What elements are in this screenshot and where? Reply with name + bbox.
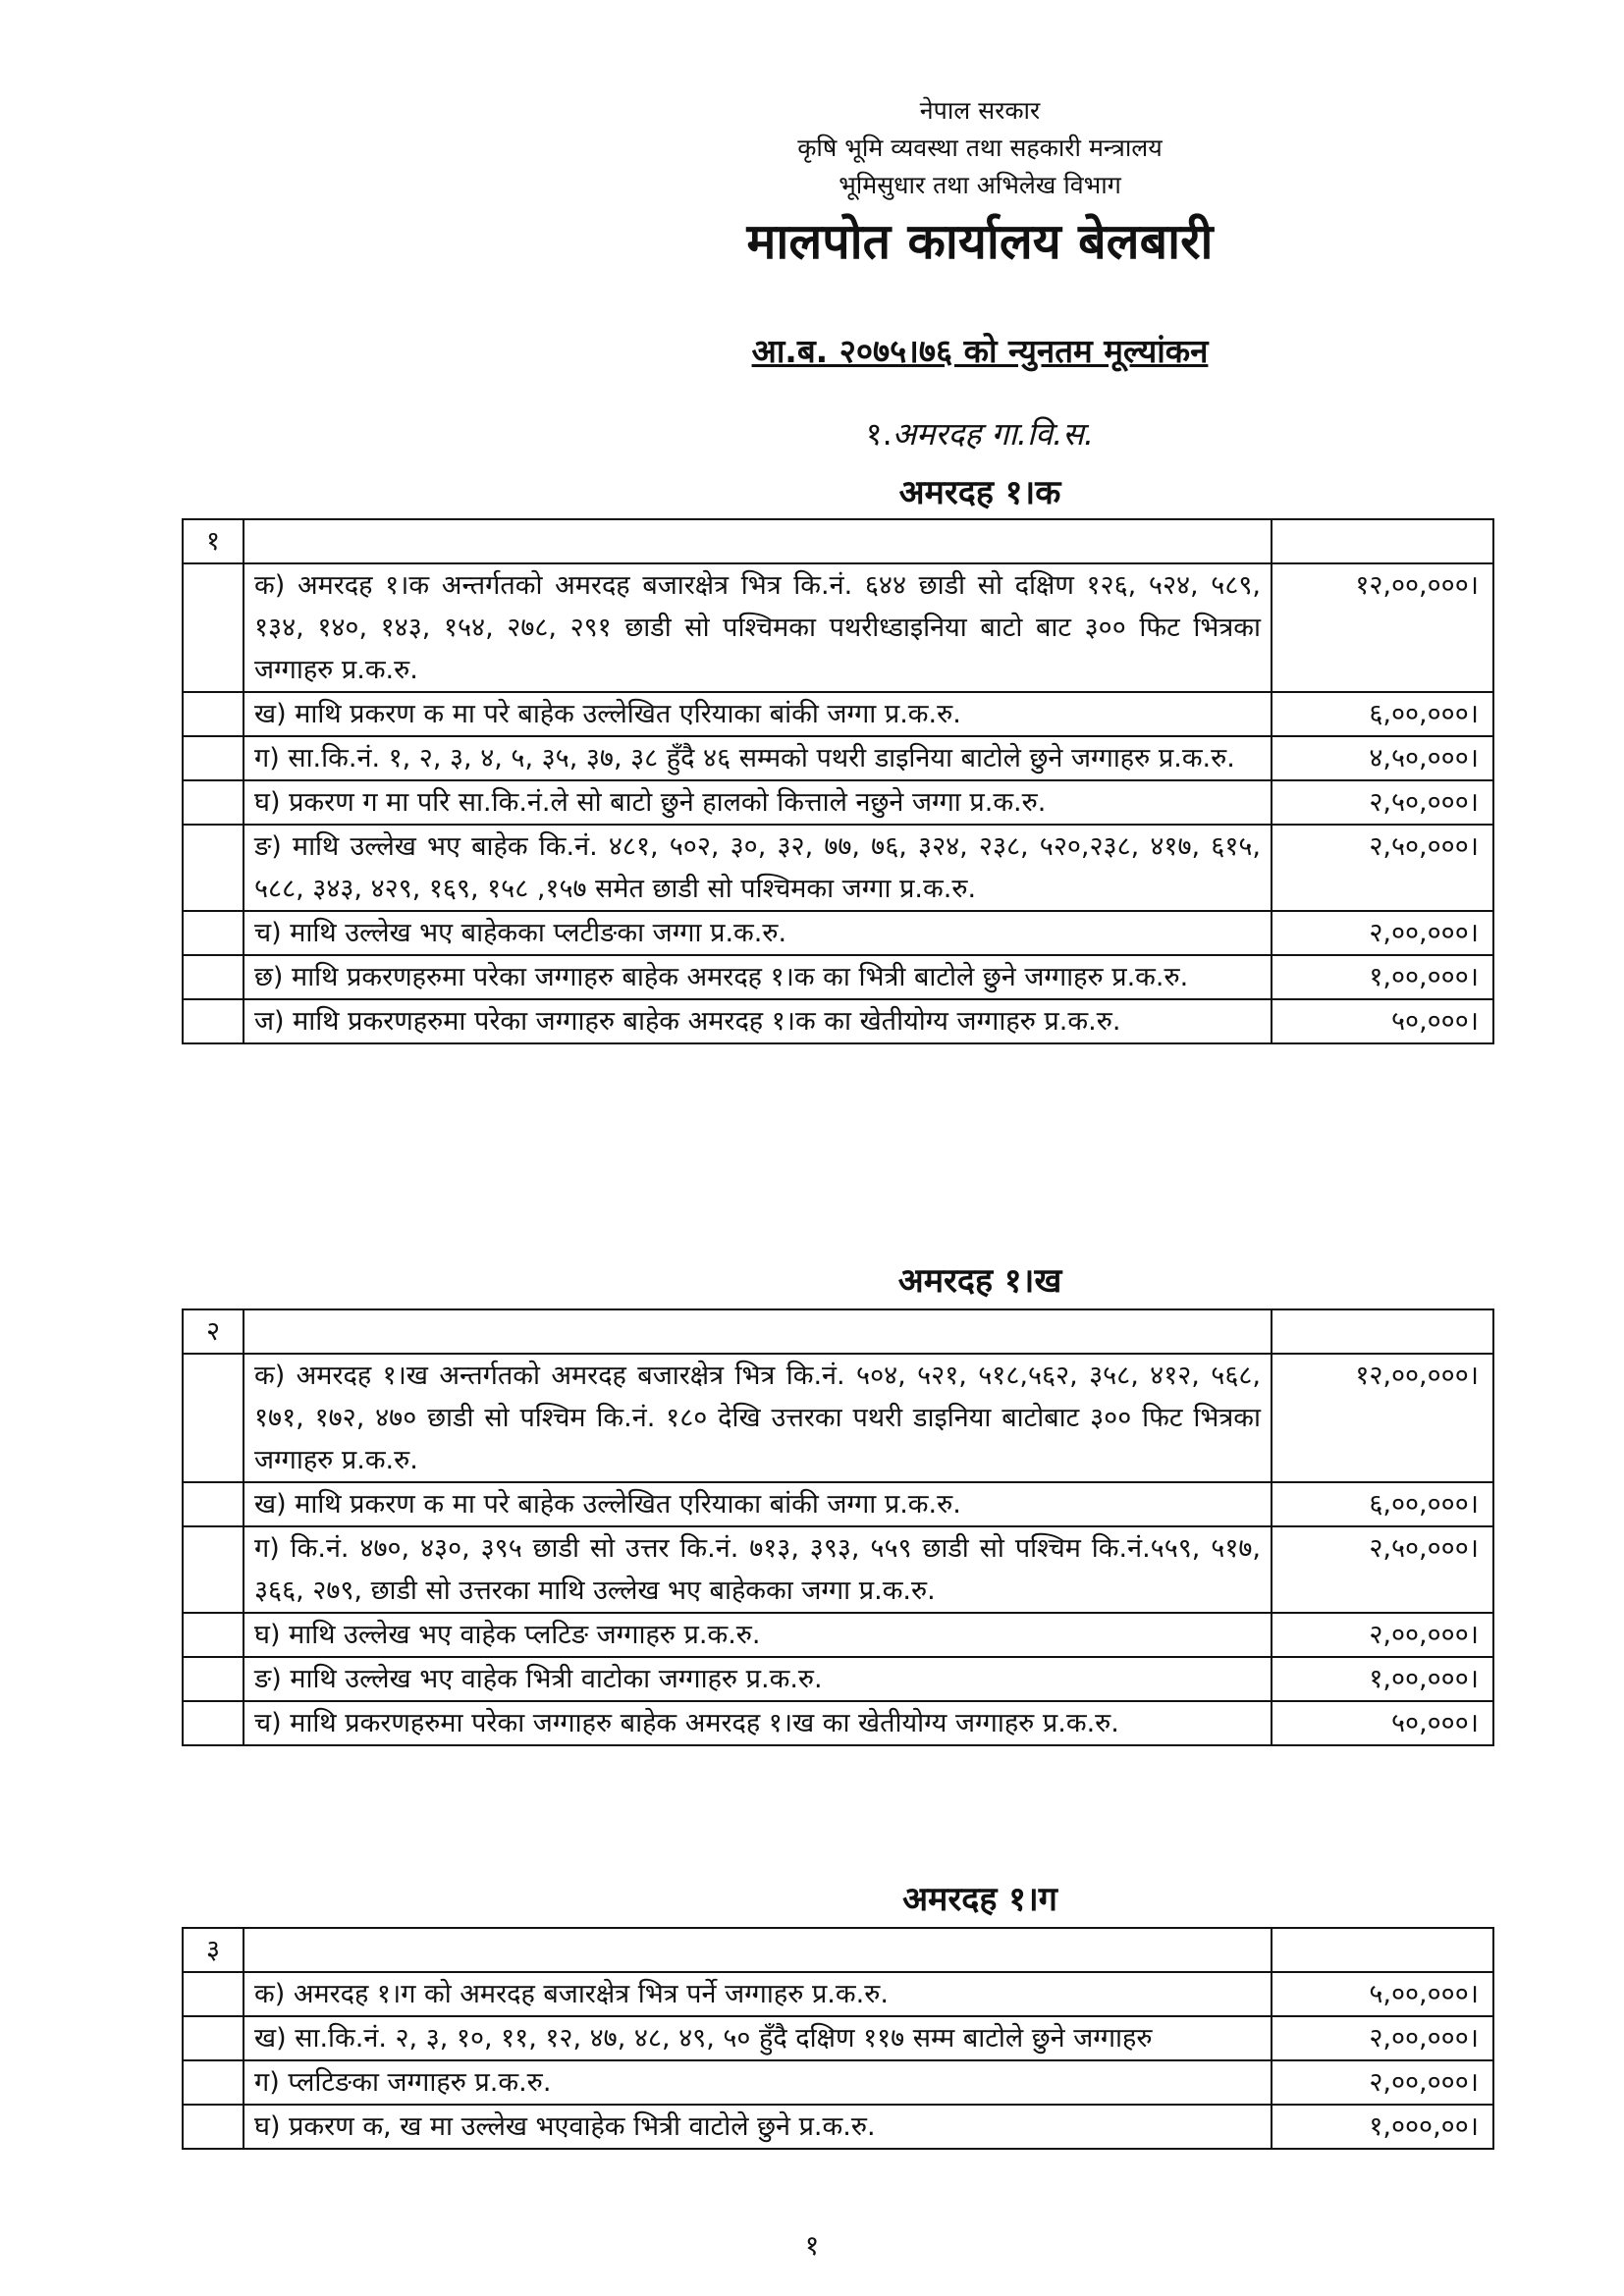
- section-number: २: [183, 1309, 244, 1354]
- table-row: [183, 1972, 1493, 2016]
- section-header-blank: [244, 1928, 1272, 1972]
- row-description: ङ) माथि उल्लेख भए वाहेक भित्री वाटोका जग्गाहरु प्र.क.रु.: [244, 1657, 1272, 1701]
- row-description: क) अमरदह १।क अन्तर्गतको अमरदह बजारक्षेत्र भित्र कि.नं. ६४४ छाडी सो दक्षिण १२६, ५२४, ५८९, १३४, १४०, १४३, १५४, २७८, २९१ छाडी सो पश्चिमका पथरीध्डाइनिया बाटो बाट ३०० फिट भित्रका जग्गाहरु प्र.क.रु.: [244, 563, 1272, 692]
- row-number-cell: [183, 955, 244, 999]
- amount-header-blank: [1272, 519, 1493, 563]
- row-amount: ५,००,०००।: [1272, 1972, 1493, 2016]
- row-description: ङ) माथि उल्लेख भए बाहेक कि.नं. ४८१, ५०२, ३०, ३२, ७७, ७६, ३२४, २३८, ५२०,२३८, ४१७, ६१५, ५८८, ३४३, ४२९, १६९, १५८ ,१५७ समेत छाडी सो पश्चिमका जग्गा प्र.क.रु.: [244, 825, 1272, 911]
- vdc-heading: [168, 412, 1624, 455]
- row-amount: २,००,०००।: [1272, 1613, 1493, 1657]
- section-title: अमरदह १।ख: [897, 1261, 1062, 1301]
- row-description: ख) माथि प्रकरण क मा परे बाहेक उल्लेखित एरियाका बांकी जग्गा प्र.क.रु.: [244, 692, 1272, 736]
- table-row: [183, 1526, 1493, 1613]
- row-description: ज) माथि प्रकरणहरुमा परेका जग्गाहरु बाहेक अमरदह १।क का खेतीयोग्य जग्गाहरु प्र.क.रु.: [244, 999, 1272, 1043]
- section-header-blank: [244, 519, 1272, 563]
- row-description: घ) प्रकरण क, ख मा उल्लेख भएवाहेक भित्री वाटोले छुने प्र.क.रु.: [244, 2105, 1272, 2149]
- govt-line: नेपाल सरकार: [919, 96, 1041, 125]
- row-description: ग) सा.कि.नं. १, २, ३, ४, ५, ३५, ३७, ३८ हुँदै ४६ सम्मको पथरी डाइनिया बाटोले छुने जग्गाहरु प्र.क.रु.: [244, 736, 1272, 780]
- row-number-cell: [183, 825, 244, 911]
- row-number-cell: [183, 1701, 244, 1745]
- row-amount: २,००,०००।: [1272, 911, 1493, 955]
- table-row: [183, 736, 1493, 780]
- row-amount: १,००,०००।: [1272, 955, 1493, 999]
- row-number-cell: [183, 563, 244, 692]
- row-number-cell: [183, 1972, 244, 2016]
- row-amount: २,५०,०००।: [1272, 825, 1493, 911]
- valuation-table-1: [182, 518, 1494, 1044]
- valuation-table-2: [182, 1308, 1494, 1746]
- row-number-cell: [183, 1613, 244, 1657]
- row-number-cell: [183, 1354, 244, 1482]
- table-row: [183, 2105, 1493, 2149]
- row-number-cell: [183, 780, 244, 825]
- department-line: भूमिसुधार तथा अभिलेख विभाग: [839, 171, 1121, 199]
- table-row: [183, 911, 1493, 955]
- amount-header-blank: [1272, 1928, 1493, 1972]
- table-row: [183, 955, 1493, 999]
- table-row: [183, 1482, 1493, 1526]
- row-amount: ५०,०००।: [1272, 999, 1493, 1043]
- row-amount: १,००,०००।: [1272, 1657, 1493, 1701]
- table-row: [183, 2060, 1493, 2105]
- row-amount: २,५०,०००।: [1272, 780, 1493, 825]
- table-row: [183, 692, 1493, 736]
- row-description: ख) सा.कि.नं. २, ३, १०, ११, १२, ४७, ४८, ४९, ५० हुँदै दक्षिण ११७ सम्म बाटोले छुने जग्गाहरु: [244, 2016, 1272, 2060]
- row-description: क) अमरदह १।ख अन्तर्गतको अमरदह बजारक्षेत्र भित्र कि.नं. ५०४, ५२१, ५१८,५६२, ३५८, ४१२, ५६८, १७१, १७२, ४७० छाडी सो पश्चिम कि.नं. १८० देखि उत्तरका पथरी डाइनिया बाटोबाट ३०० फिट भित्रका जग्गाहरु प्र.क.रु.: [244, 1354, 1272, 1482]
- amount-header-blank: [1272, 1309, 1493, 1354]
- row-description: घ) प्रकरण ग मा परि सा.कि.नं.ले सो बाटो छुने हालको कित्ताले नछुने जग्गा प्र.क.रु.: [244, 780, 1272, 825]
- row-amount: १२,००,०००।: [1272, 1354, 1493, 1482]
- row-amount: ५०,०००।: [1272, 1701, 1493, 1745]
- vdc-prefix: १.: [865, 415, 893, 453]
- row-amount: १२,००,०००।: [1272, 563, 1493, 692]
- section-title: अमरदह १।ग: [902, 1880, 1057, 1919]
- row-description: ग) कि.नं. ४७०, ४३०, ३९५ छाडी सो उत्तर कि.नं. ७१३, ३९३, ५५९ छाडी सो पश्चिम कि.नं.५५९, ५१७, ३६६, २७९, छाडी सो उत्तरका माथि उल्लेख भए बाहेकका जग्गा प्र.क.रु.: [244, 1526, 1272, 1613]
- row-description: ग) प्लटिङका जग्गाहरु प्र.क.रु.: [244, 2060, 1272, 2105]
- row-number-cell: [183, 1526, 244, 1613]
- table-row: [183, 563, 1493, 692]
- table-row: [183, 999, 1493, 1043]
- section-number: १: [183, 519, 244, 563]
- table-row: [183, 2016, 1493, 2060]
- row-number-cell: [183, 2016, 244, 2060]
- row-number-cell: [183, 736, 244, 780]
- row-number-cell: [183, 911, 244, 955]
- section-number: ३: [183, 1928, 244, 1972]
- row-description: क) अमरदह १।ग को अमरदह बजारक्षेत्र भित्र पर्ने जग्गाहरु प्र.क.रु.: [244, 1972, 1272, 2016]
- row-amount: २,००,०००।: [1272, 2016, 1493, 2060]
- row-number-cell: [183, 1657, 244, 1701]
- row-description: घ) माथि उल्लेख भए वाहेक प्लटिङ जग्गाहरु प्र.क.रु.: [244, 1613, 1272, 1657]
- section-title: अमरदह १।क: [898, 473, 1061, 512]
- row-amount: १,०००,००।: [1272, 2105, 1493, 2149]
- row-number-cell: [183, 999, 244, 1043]
- row-amount: २,५०,०००।: [1272, 1526, 1493, 1613]
- office-title: मालपोत कार्यालय बेलबारी: [746, 213, 1214, 270]
- table-row: [183, 780, 1493, 825]
- row-description: च) माथि प्रकरणहरुमा परेका जग्गाहरु बाहेक अमरदह १।ख का खेतीयोग्य जग्गाहरु प्र.क.रु.: [244, 1701, 1272, 1745]
- section-header-row: [183, 1928, 1493, 1972]
- row-number-cell: [183, 2105, 244, 2149]
- section-header-blank: [244, 1309, 1272, 1354]
- row-number-cell: [183, 1482, 244, 1526]
- table-row: [183, 825, 1493, 911]
- row-description: च) माथि उल्लेख भए बाहेकका प्लटीङका जग्गा प्र.क.रु.: [244, 911, 1272, 955]
- table-row: [183, 1613, 1493, 1657]
- row-amount: ६,००,०००।: [1272, 692, 1493, 736]
- table-row: [183, 1354, 1493, 1482]
- row-description: छ) माथि प्रकरणहरुमा परेका जग्गाहरु बाहेक अमरदह १।क का भित्री बाटोले छुने जग्गाहरु प्र.क.रु.: [244, 955, 1272, 999]
- table-row: [183, 1657, 1493, 1701]
- section-header-row: [183, 519, 1493, 563]
- row-number-cell: [183, 692, 244, 736]
- table-row: [183, 1701, 1493, 1745]
- page-number: १: [804, 2229, 820, 2262]
- vdc-name: अमरदह गा.वि.स.: [892, 415, 1095, 453]
- valuation-table-3: [182, 1927, 1494, 2150]
- row-amount: ६,००,०००।: [1272, 1482, 1493, 1526]
- row-number-cell: [183, 2060, 244, 2105]
- section-header-row: [183, 1309, 1493, 1354]
- document-subtitle: आ.ब. २०७५।७६ को न्युनतम मूल्यांकन: [751, 332, 1209, 370]
- row-description: ख) माथि प्रकरण क मा परे बाहेक उल्लेखित एरियाका बांकी जग्गा प्र.क.रु.: [244, 1482, 1272, 1526]
- ministry-line: कृषि भूमि व्यवस्था तथा सहकारी मन्त्रालय: [797, 133, 1163, 162]
- row-amount: ४,५०,०००।: [1272, 736, 1493, 780]
- row-amount: २,००,०००।: [1272, 2060, 1493, 2105]
